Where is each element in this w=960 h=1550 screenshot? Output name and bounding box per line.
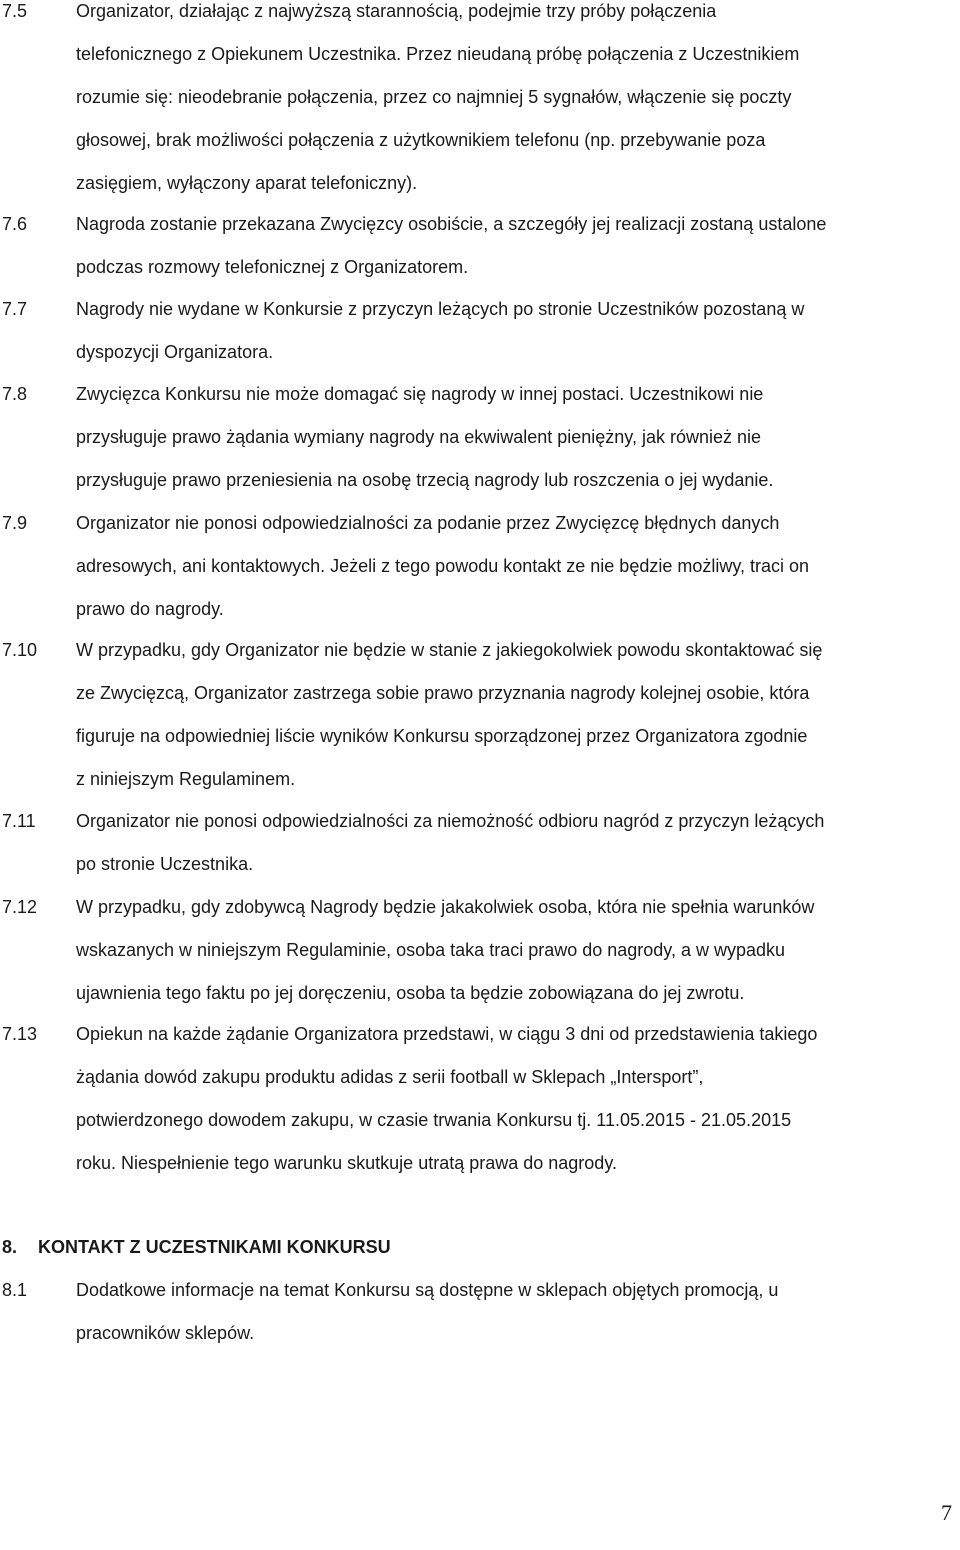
clause-7-8 <box>0 373 960 502</box>
clause-7-7 <box>0 288 960 374</box>
clause-number: 7.11 <box>2 811 36 831</box>
clause-7-12 <box>0 886 960 1015</box>
clause-text: Organizator nie ponosi odpowiedzialności za podanie przez Zwycięzcę błędnych danych adresowych, ani kontaktowych. Jeżeli z tego powodu kontakt ze nie będzie możliwy, traci on prawo do nagrody. <box>76 513 810 619</box>
clause-text: Opiekun na każde żądanie Organizatora przedstawi, w ciągu 3 dni od przedstawienia takiego żądania dowód zakupu produktu adidas z serii football w Sklepach „Intersport”, potwierdzonego dowodem zakupu, w czasie trwania Konkursu tj. 11.05.2015 - 21.05.2015 roku. Niespełnienie tego warunku skutkuje utratą prawa do nagrody. <box>76 1024 818 1173</box>
clause-text: Nagrody nie wydane w Konkursie z przyczyn leżących po stronie Uczestników pozostaną w dyspozycji Organizatora. <box>76 299 805 362</box>
section-heading <box>2 1226 391 1269</box>
clause-7-9 <box>0 502 960 631</box>
clause-7-11 <box>0 800 960 886</box>
clause-7-13 <box>0 1013 960 1185</box>
clause-text: Organizator, działając z najwyższą starannością, podejmie trzy próby połączenia telefonicznego z Opiekunem Uczestnika. Przez nieudaną próbę połączenia z Uczestnikiem rozumie się: nieodebranie połączenia, przez co najmniej 5 sygnałów, włączenie się poczty głosowej, brak możliwości połączenia z użytkownikiem telefonu (np. przebywanie poza zasięgiem, wyłączony aparat telefoniczny). <box>76 1 800 193</box>
clause-7-5 <box>0 0 960 205</box>
page-number: 7 <box>941 1500 952 1525</box>
clause-7-10 <box>0 629 960 801</box>
clause-number: 7.10 <box>2 640 38 660</box>
clause-number: 7.6 <box>2 214 28 234</box>
clause-8-1 <box>0 1269 960 1355</box>
clause-number: 8.1 <box>2 1280 28 1300</box>
clause-number: 7.8 <box>2 384 28 404</box>
clause-text: Zwycięzca Konkursu nie może domagać się nagrody w innej postaci. Uczestnikowi nie przysługuje prawo żądania wymiany nagrody na ekwiwalent pieniężny, jak również nie przysługuje prawo przeniesienia na osobę trzecią nagrody lub roszczenia o jej wydanie. <box>76 384 774 490</box>
section-number: 8. <box>2 1237 18 1257</box>
clause-text: Organizator nie ponosi odpowiedzialności za niemożność odbioru nagród z przyczyn leżących po stronie Uczestnika. <box>76 811 825 874</box>
clause-number: 7.7 <box>2 299 28 319</box>
clause-number: 7.5 <box>2 1 28 21</box>
clause-number: 7.13 <box>2 1024 38 1044</box>
clause-text: W przypadku, gdy Organizator nie będzie w stanie z jakiegokolwiek powodu skontaktować się ze Zwycięzcą, Organizator zastrzega sobie prawo przyznania nagrody kolejnej osobie, która figuruje na odpowiedniej liście wyników Konkursu sporządzonej przez Organizatora zgodnie z niniejszym Regulaminem. <box>76 640 823 789</box>
clause-text: Nagroda zostanie przekazana Zwycięzcy osobiście, a szczegóły jej realizacji zostaną ustalone podczas rozmowy telefonicznej z Organizatorem. <box>76 214 827 277</box>
clause-7-6 <box>0 203 960 289</box>
clause-number: 7.12 <box>2 897 38 917</box>
section-title: KONTAKT Z UCZESTNIKAMI KONKURSU <box>38 1237 391 1257</box>
clause-text: W przypadku, gdy zdobywcą Nagrody będzie jakakolwiek osoba, która nie spełnia warunków wskazanych w niniejszym Regulaminie, osoba taka traci prawo do nagrody, a w wypadku ujawnienia tego faktu po jej doręczeniu, osoba ta będzie zobowiązana do jej zwrotu. <box>76 897 815 1003</box>
clause-text: Dodatkowe informacje na temat Konkursu są dostępne w sklepach objętych promocją, u pracowników sklepów. <box>76 1280 779 1343</box>
clause-number: 7.9 <box>2 513 28 533</box>
